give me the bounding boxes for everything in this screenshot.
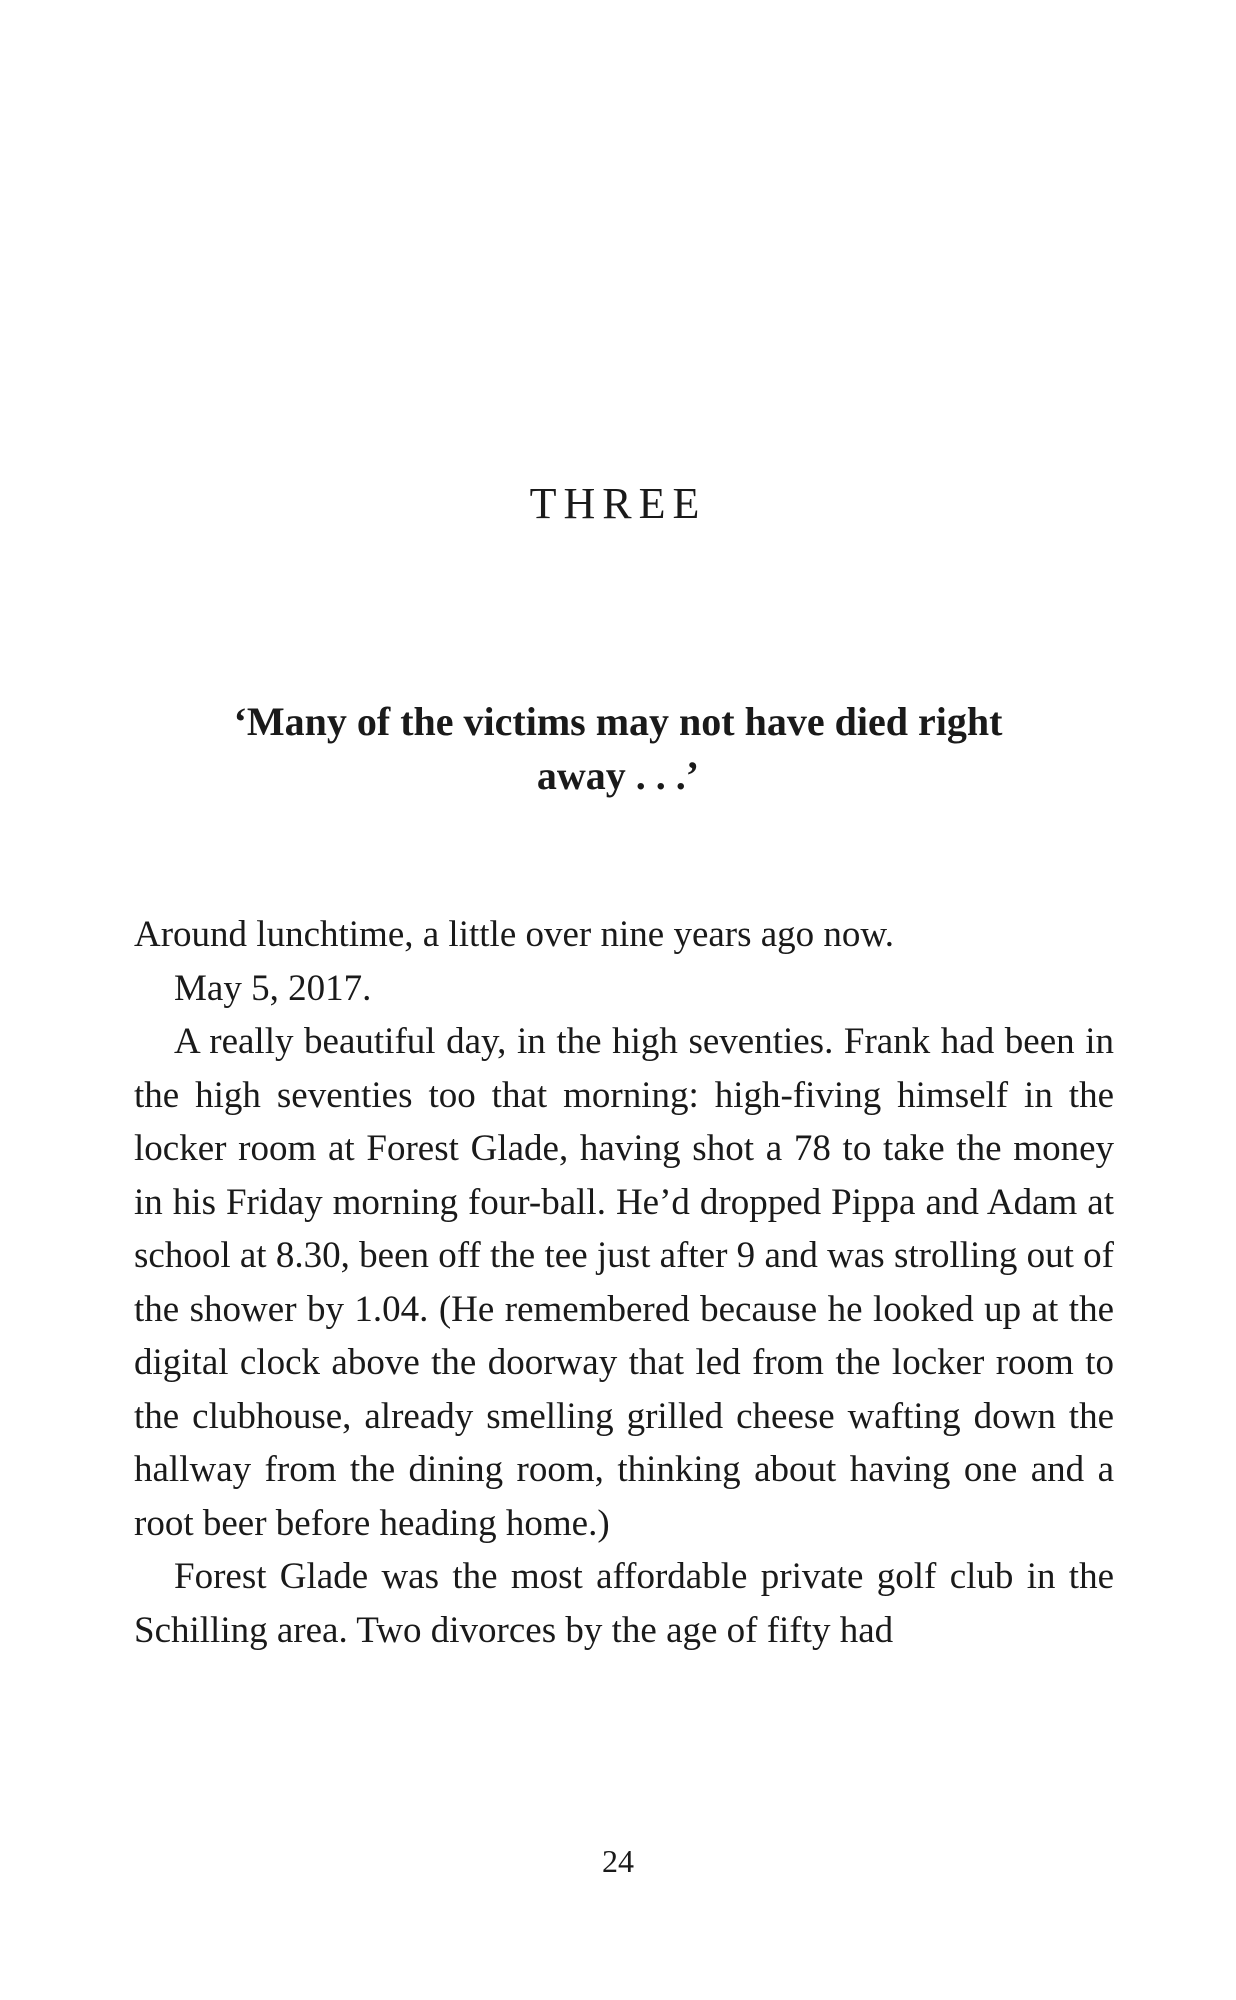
paragraph: May 5, 2017. [174, 967, 372, 1009]
paragraph: A really beautiful day, in the high seventies. Frank had been in the high seventies too that morning: high-fiving himself in the locker room at Forest Glade, having shot a 78 to take the money in his Friday morning four-ball. He’d dropped Pippa and Adam at school at 8.30, been off the tee just after 9 and was strolling out of the shower by 1.04. (He remembered because he looked up at the digital clock above the doorway that led from the locker room to the clubhouse, already smelling grilled cheese wafting down the hallway from the dining room, thinking about having one and a root beer before heading home.) [134, 1021, 1114, 1544]
body-text [134, 908, 1114, 1657]
paragraph: Forest Glade was the most affordable private golf club in the Schilling area. Two divorces by the age of fifty had [134, 1556, 1114, 1651]
page-number: 24 [602, 1843, 634, 1879]
chapter-epigraph: ‘Many of the victims may not have died right away . . .’ [233, 699, 1003, 798]
paragraph: Around lunchtime, a little over nine years ago now. [134, 914, 894, 955]
chapter-heading: THREE [529, 479, 707, 528]
